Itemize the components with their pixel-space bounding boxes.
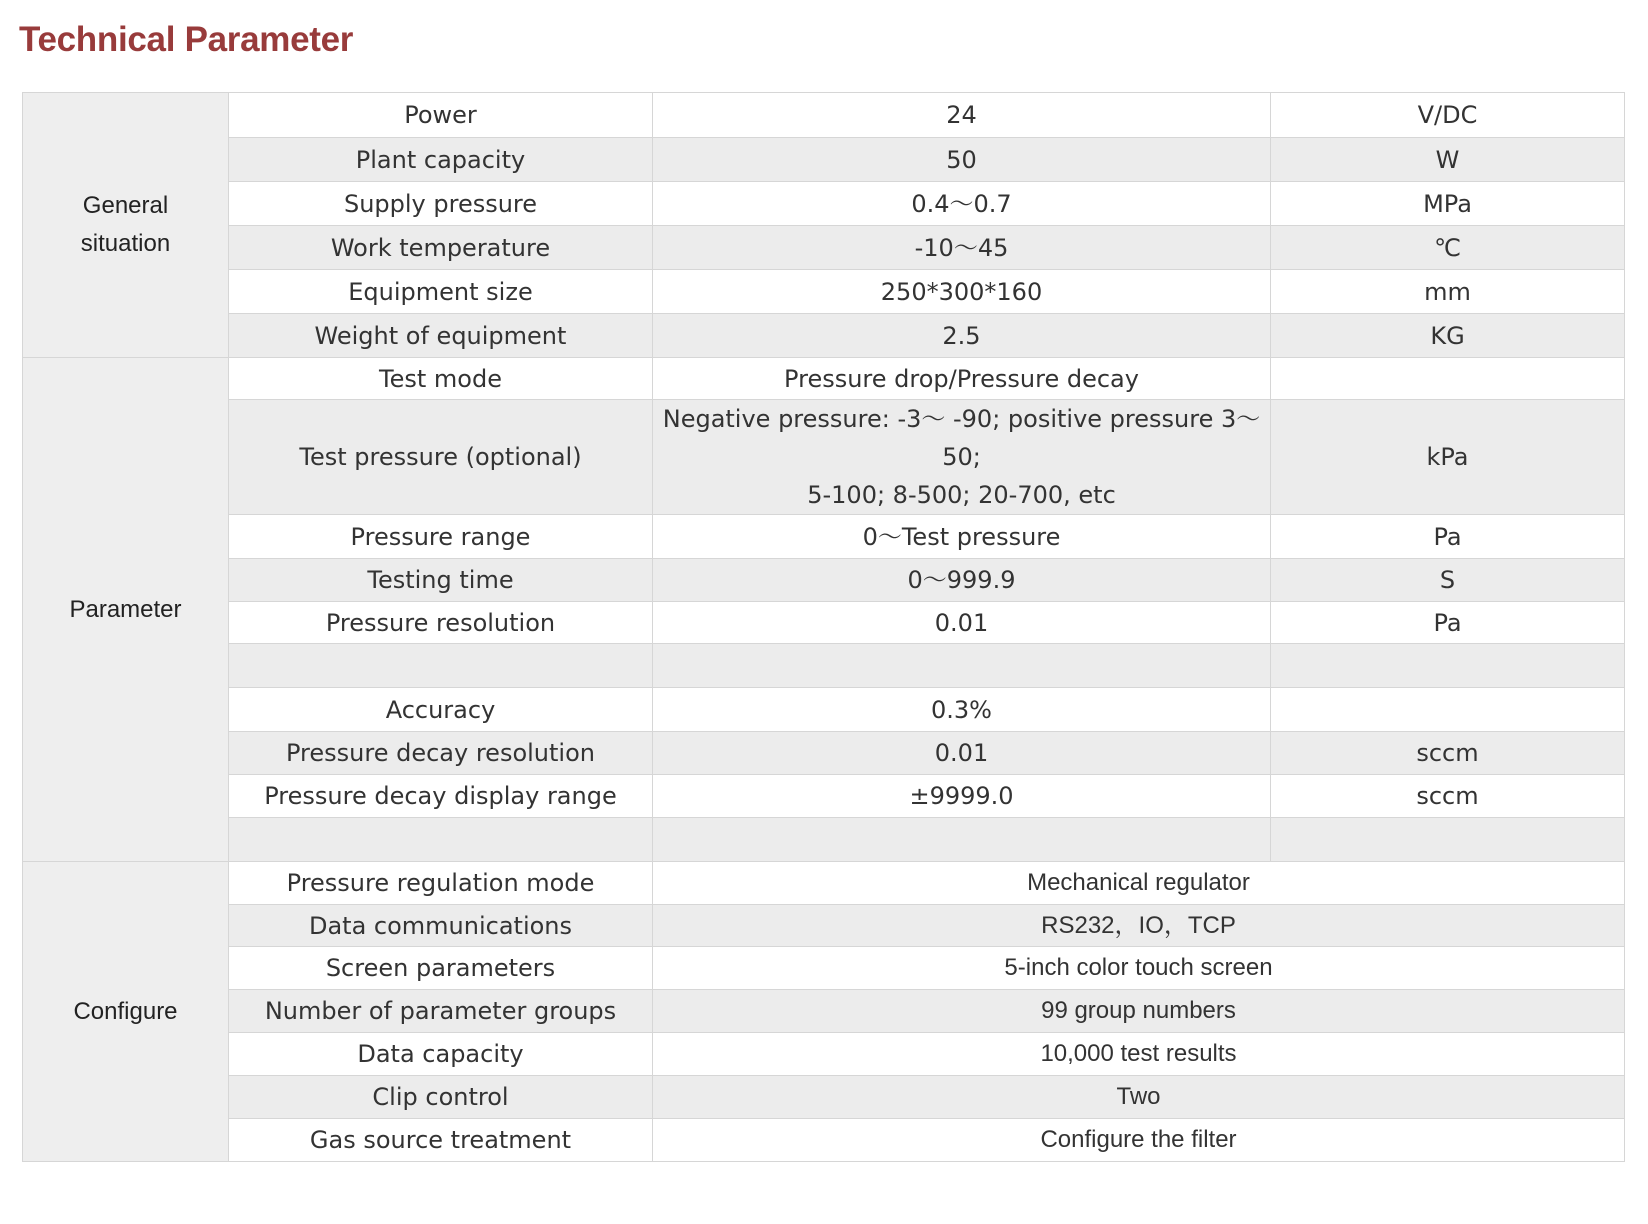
config-value: RS232，IO，TCP: [653, 905, 1625, 947]
param-value: 0～Test pressure: [653, 515, 1271, 559]
param-unit: sccm: [1271, 732, 1625, 775]
table-row: [23, 990, 1625, 1033]
param-unit: kPa: [1271, 400, 1625, 515]
table-row: [23, 862, 1625, 905]
table-row: [23, 1119, 1625, 1162]
table-row: [23, 314, 1625, 358]
config-name: Data capacity: [229, 1033, 653, 1076]
param-unit: MPa: [1271, 182, 1625, 226]
param-name: Testing time: [229, 559, 653, 602]
config-value: Two: [653, 1076, 1625, 1119]
table-row: [23, 818, 1625, 862]
group-label-parameter: Parameter: [23, 358, 229, 862]
group-label-configure: Configure: [23, 862, 229, 1162]
param-value: 50: [653, 138, 1271, 182]
param-unit: Pa: [1271, 602, 1625, 644]
table-row: [23, 358, 1625, 400]
param-unit: [1271, 688, 1625, 732]
param-name: Supply pressure: [229, 182, 653, 226]
param-value: 0.01: [653, 732, 1271, 775]
config-name: Pressure regulation mode: [229, 862, 653, 905]
param-name: Pressure resolution: [229, 602, 653, 644]
param-value: 0～999.9: [653, 559, 1271, 602]
config-name: Screen parameters: [229, 947, 653, 990]
table-row: [23, 93, 1625, 138]
param-name: [229, 644, 653, 688]
param-name: Test mode: [229, 358, 653, 400]
param-name: Work temperature: [229, 226, 653, 270]
param-unit: [1271, 358, 1625, 400]
config-value: 10,000 test results: [653, 1033, 1625, 1076]
param-name: Weight of equipment: [229, 314, 653, 358]
config-name: Gas source treatment: [229, 1119, 653, 1162]
table-row: [23, 732, 1625, 775]
param-value: Negative pressure: -3～ -90; positive pressure 3～50; 5-100; 8-500; 20-700, etc: [653, 400, 1271, 515]
config-name: Number of parameter groups: [229, 990, 653, 1033]
config-value: 99 group numbers: [653, 990, 1625, 1033]
table-row: [23, 644, 1625, 688]
table-row: [23, 559, 1625, 602]
table-row: [23, 602, 1625, 644]
table-row: [23, 1033, 1625, 1076]
param-value: 0.01: [653, 602, 1271, 644]
param-unit: mm: [1271, 270, 1625, 314]
param-value: [653, 818, 1271, 862]
table-row: [23, 400, 1625, 515]
param-unit: V/DC: [1271, 93, 1625, 138]
param-name: Pressure decay display range: [229, 775, 653, 818]
param-name: Power: [229, 93, 653, 138]
table-row: [23, 947, 1625, 990]
param-name: Pressure range: [229, 515, 653, 559]
technical-parameter-table: [22, 92, 1625, 1162]
param-value: ±9999.0: [653, 775, 1271, 818]
param-unit: S: [1271, 559, 1625, 602]
group-label-general: General situation: [23, 93, 229, 358]
param-unit: KG: [1271, 314, 1625, 358]
table-row: [23, 270, 1625, 314]
page-title: Technical Parameter: [19, 20, 354, 59]
param-unit: Pa: [1271, 515, 1625, 559]
param-name: Pressure decay resolution: [229, 732, 653, 775]
param-name: Plant capacity: [229, 138, 653, 182]
table-row: [23, 138, 1625, 182]
param-unit: [1271, 644, 1625, 688]
param-name: Test pressure (optional): [229, 400, 653, 515]
param-unit: [1271, 818, 1625, 862]
param-name: [229, 818, 653, 862]
table-row: [23, 688, 1625, 732]
param-value: [653, 644, 1271, 688]
config-value: 5-inch color touch screen: [653, 947, 1625, 990]
param-unit: W: [1271, 138, 1625, 182]
config-value: Mechanical regulator: [653, 862, 1625, 905]
param-value: 24: [653, 93, 1271, 138]
param-name: Equipment size: [229, 270, 653, 314]
table-row: [23, 1076, 1625, 1119]
param-value: 2.5: [653, 314, 1271, 358]
param-value: -10～45: [653, 226, 1271, 270]
param-name: Accuracy: [229, 688, 653, 732]
table-row: [23, 775, 1625, 818]
config-value: Configure the filter: [653, 1119, 1625, 1162]
param-value: 0.4～0.7: [653, 182, 1271, 226]
table-row: [23, 905, 1625, 947]
table-row: [23, 182, 1625, 226]
table-row: [23, 226, 1625, 270]
param-value: 0.3%: [653, 688, 1271, 732]
config-name: Data communications: [229, 905, 653, 947]
table-row: [23, 515, 1625, 559]
param-unit: sccm: [1271, 775, 1625, 818]
config-name: Clip control: [229, 1076, 653, 1119]
param-value: 250*300*160: [653, 270, 1271, 314]
param-value: Pressure drop/Pressure decay: [653, 358, 1271, 400]
param-unit: ℃: [1271, 226, 1625, 270]
